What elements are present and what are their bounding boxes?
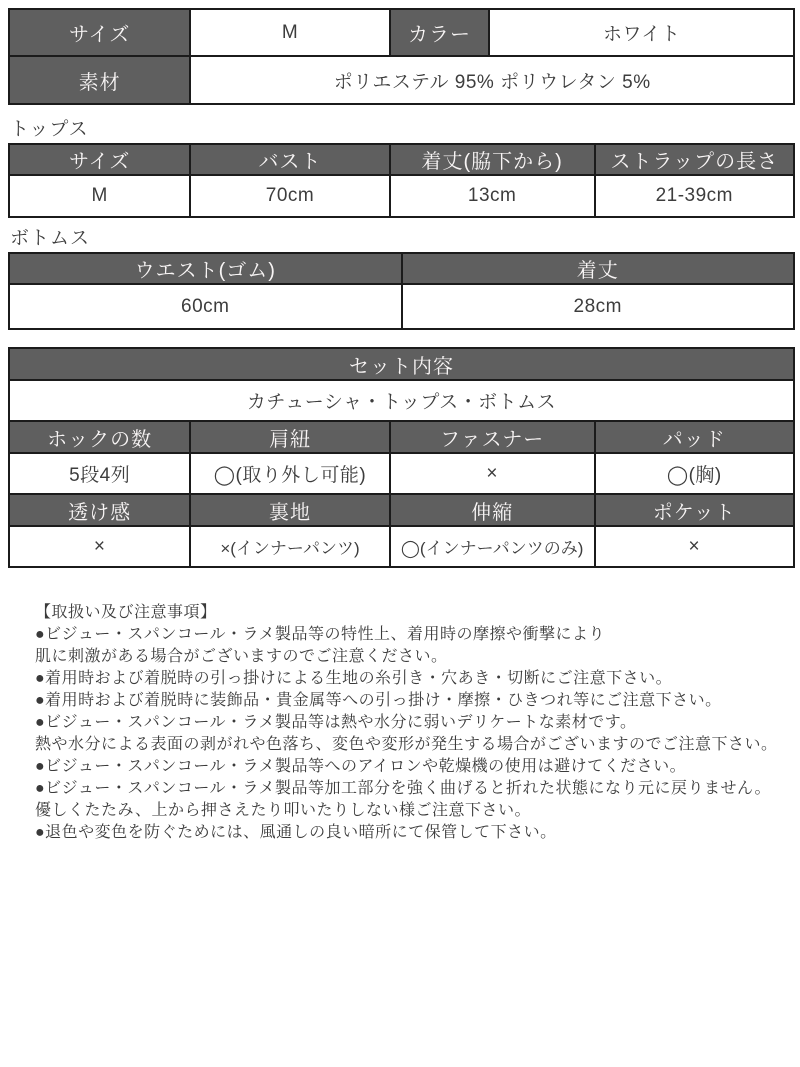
feature-header-row-2 xyxy=(9,494,794,526)
feature-value-row-2 xyxy=(9,526,794,567)
tops-header-size: サイズ xyxy=(9,144,190,175)
tops-value-row xyxy=(9,175,794,217)
header-fastener: ファスナー xyxy=(390,421,595,453)
header-pocket: ポケット xyxy=(595,494,794,526)
note-line: ●ビジュー・スパンコール・ラメ製品等加工部分を強く曲げると折れた状態になり元に戻りません。 xyxy=(35,780,772,797)
tops-value-length: 13cm xyxy=(390,175,595,217)
value-pocket: × xyxy=(595,526,794,567)
tops-header-length: 着丈(脇下から) xyxy=(390,144,595,175)
set-contents-row xyxy=(9,380,794,421)
basic-row-material xyxy=(9,56,794,104)
feature-value-row-1 xyxy=(9,453,794,494)
color-value-cell: ホワイト xyxy=(489,9,794,56)
feature-header-row-1 xyxy=(9,421,794,453)
bottoms-value-waist: 60cm xyxy=(9,284,402,329)
value-sheerness: × xyxy=(9,526,190,567)
tops-header-strap: ストラップの長さ xyxy=(595,144,794,175)
note-line: 熱や水分による表面の剥がれや色落ち、変色や変形が発生する場合がございますのでご注意下さい。 xyxy=(35,736,778,753)
notes-title: 【取扱い及び注意事項】 xyxy=(35,604,217,621)
set-contents-cell: カチューシャ・トップス・ボトムス xyxy=(9,380,794,421)
bottoms-header-length: 着丈 xyxy=(402,253,795,284)
header-shoulder-strap: 肩紐 xyxy=(190,421,389,453)
material-label-cell: 素材 xyxy=(9,56,190,104)
bottoms-header-row xyxy=(9,253,794,284)
basic-info-table xyxy=(8,8,795,105)
bottoms-header-waist: ウエスト(ゴム) xyxy=(9,253,402,284)
size-label-cell: サイズ xyxy=(9,9,190,56)
set-title-cell: セット内容 xyxy=(9,348,794,380)
bottoms-value-row xyxy=(9,284,794,329)
color-label-cell: カラー xyxy=(390,9,490,56)
handling-notes xyxy=(35,602,800,844)
value-shoulder-strap: ◯(取り外し可能) xyxy=(190,453,389,494)
note-line: ●退色や変色を防ぐためには、風通しの良い暗所にて保管して下さい。 xyxy=(35,824,557,841)
size-value-cell: M xyxy=(190,9,389,56)
tops-section-label: トップス xyxy=(10,119,89,140)
value-pad: ◯(胸) xyxy=(595,453,794,494)
tops-table xyxy=(8,143,795,218)
note-line: ●ビジュー・スパンコール・ラメ製品等の特性上、着用時の摩擦や衝撃により xyxy=(35,626,606,643)
header-lining: 裏地 xyxy=(190,494,389,526)
set-contents-table xyxy=(8,347,795,568)
header-sheerness: 透け感 xyxy=(9,494,190,526)
tops-header-row xyxy=(9,144,794,175)
note-line: ●ビジュー・スパンコール・ラメ製品等へのアイロンや乾燥機の使用は避けてください。 xyxy=(35,758,687,775)
bottoms-value-length: 28cm xyxy=(402,284,795,329)
value-hook-count: 5段4列 xyxy=(9,453,190,494)
bottoms-section-label: ボトムス xyxy=(10,228,91,249)
note-line: ●着用時および着脱時に装飾品・貴金属等への引っ掛け・摩擦・ひきつれ等にご注意下さい。 xyxy=(35,692,722,709)
value-lining: ×(インナーパンツ) xyxy=(190,526,389,567)
tops-value-bust: 70cm xyxy=(190,175,389,217)
tops-value-strap: 21-39cm xyxy=(595,175,794,217)
bottoms-table xyxy=(8,252,795,330)
basic-row-size-color xyxy=(9,9,794,56)
material-value-cell: ポリエステル 95% ポリウレタン 5% xyxy=(190,56,794,104)
tops-value-size: M xyxy=(9,175,190,217)
note-line: ●着用時および着脱時の引っ掛けによる生地の糸引き・穴あき・切断にご注意下さい。 xyxy=(35,670,673,687)
set-title-row xyxy=(9,348,794,380)
value-stretch: ◯(インナーパンツのみ) xyxy=(390,526,595,567)
note-line: 優しくたたみ、上から押さえたり叩いたりしない様ご注意下さい。 xyxy=(35,802,531,819)
header-hook-count: ホックの数 xyxy=(9,421,190,453)
value-fastener: × xyxy=(390,453,595,494)
header-pad: パッド xyxy=(595,421,794,453)
note-line: 肌に刺激がある場合がございますのでご注意ください。 xyxy=(35,648,448,665)
header-stretch: 伸縮 xyxy=(390,494,595,526)
note-line: ●ビジュー・スパンコール・ラメ製品等は熱や水分に弱いデリケートな素材です。 xyxy=(35,714,637,731)
tops-header-bust: バスト xyxy=(190,144,389,175)
